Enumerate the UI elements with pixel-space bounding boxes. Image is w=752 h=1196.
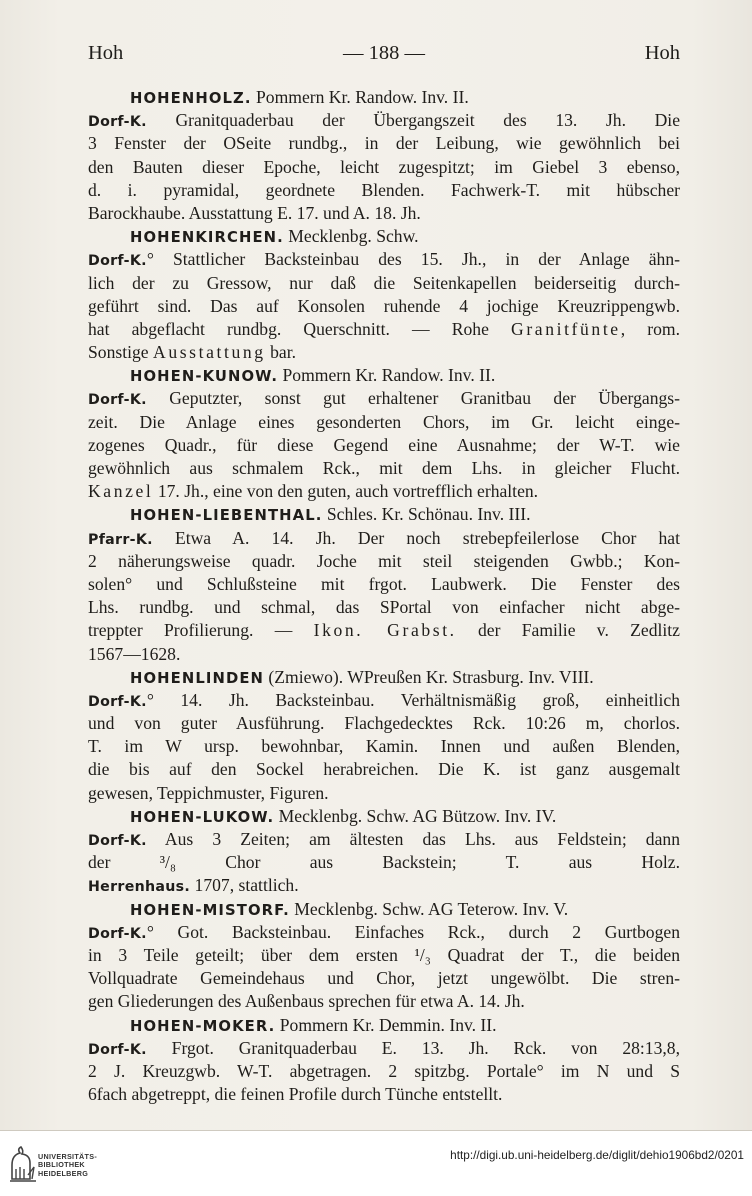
text-run: d. i. pyramidal, geordnete Blenden. Fachwerk-T. mit hübscher	[88, 179, 680, 200]
running-head	[88, 38, 680, 68]
logo-line-1: UNIVERSITÄTS-	[38, 1152, 98, 1161]
text-run: Mecklenbg. Schw.	[283, 226, 419, 247]
text-run: gen Gliederungen des Außenbaus sprechen für etwa A. 14. Jh.	[88, 991, 525, 1012]
text-run: Granitquaderbau der Übergangszeit des 13. Jh. Die	[146, 110, 680, 131]
text-run: solen° und Schlußsteine mit frgot. Laubwerk. Die Fenster des	[88, 573, 680, 594]
text-line	[88, 573, 680, 596]
text-run: gewöhnlich aus schmalem Rck., mit dem Lhs. in gleicher Flucht.	[88, 458, 680, 478]
library-logo	[8, 1145, 158, 1189]
entry-label: Dorf-K.	[88, 833, 147, 849]
text-line	[88, 712, 680, 735]
text-run: in 3 Teile geteilt; über dem ersten ¹/₃ Quadrat der T., die beiden	[88, 944, 680, 965]
spaced-term: Ausstattung	[153, 342, 266, 363]
text-line	[88, 156, 680, 179]
text-run: 2 näherungsweise quadr. Joche mit steil steigenden Gwbb.; Kon-	[88, 550, 680, 571]
text-run: den Bauten dieser Epoche, leicht zugespitzt; im Giebel 3 ebenso,	[88, 156, 680, 177]
text-line	[88, 318, 680, 341]
text-run: Aus 3 Zeiten; am ältesten das Lhs. aus Feldstein; dann	[146, 829, 680, 849]
text-line	[88, 457, 680, 480]
text-run: 17. Jh., eine von den guten, auch vortrefflich erhalten.	[153, 481, 539, 502]
text-line	[88, 851, 680, 874]
text-line	[88, 1037, 680, 1060]
entry-heading: HOHEN-MISTORF.	[130, 901, 290, 919]
text-line	[88, 1083, 680, 1106]
spaced-term: Granitfünte	[511, 318, 621, 339]
text-run: der ³/₈ Chor aus Backstein; T. aus Holz.	[88, 852, 680, 873]
text-line	[88, 225, 680, 248]
text-run: (Zmiewo). WPreußen Kr. Strasburg. Inv. VIII.	[264, 666, 594, 687]
text-run: bar.	[265, 342, 296, 363]
text-line	[88, 967, 680, 990]
text-line	[88, 758, 680, 781]
text-run: T. im W ursp. bewohnbar, Kamin. Innen und außen Blenden,	[88, 736, 680, 757]
spaced-term: Kanzel	[88, 481, 154, 502]
body-text	[88, 86, 680, 1106]
entry-heading: HOHEN-MOKER.	[130, 1017, 276, 1035]
text-run: und von guter Ausführung. Flachgedecktes Rck. 10:26 m, chorlos.	[88, 713, 680, 734]
text-line	[88, 898, 680, 921]
text-run: lich der zu Gressow, nur daß die Seitenkapellen beiderseitig durch-	[88, 272, 680, 293]
text-line	[88, 132, 680, 155]
text-line	[88, 782, 680, 805]
text-line	[88, 735, 680, 758]
entry-label: Dorf-K.	[88, 392, 147, 409]
text-run: Sonstige	[88, 342, 154, 363]
entry-label: Dorf-K.	[88, 693, 147, 710]
logo-line-3: HEIDELBERG	[38, 1168, 89, 1178]
text-line	[88, 666, 680, 689]
text-line	[88, 503, 680, 526]
text-run: ° Got. Backsteinbau. Einfaches Rck., durch 2 Gurtbogen	[146, 921, 680, 942]
text-line	[88, 874, 680, 897]
text-line	[88, 921, 680, 944]
text-run: Lhs. rundbg. und schmal, das SPortal von einfacher nicht abge-	[88, 597, 680, 618]
entry-label: Dorf-K.	[88, 925, 147, 942]
text-line	[88, 411, 680, 434]
text-line	[88, 434, 680, 457]
text-line	[88, 248, 680, 271]
text-run: die bis auf den Sockel herabreichen. Die K. ist ganz ausgemalt	[88, 759, 680, 780]
entry-label: Herrenhaus.	[88, 879, 191, 896]
text-line	[88, 990, 680, 1013]
text-line	[88, 805, 680, 828]
text-run: 1707, stattlich.	[190, 875, 299, 896]
text-run: , rom.	[620, 318, 680, 339]
text-run: geführt sind. Das auf Konsolen ruhende 4 jochige Kreuzrippengwb.	[88, 295, 680, 316]
text-run: zogenes Quadr., für diese Gegend eine Ausnahme; der W-T. wie	[88, 434, 680, 455]
entry-heading: HOHENLINDEN	[130, 669, 265, 687]
text-run: Vollquadrate Gemeindehaus und Chor, jetzt ungewölbt. Die stren-	[88, 968, 680, 989]
text-line	[88, 1014, 680, 1037]
text-run: zeit. Die Anlage eines gesonderten Chors, im Gr. leicht einge-	[88, 411, 680, 432]
spaced-term: Ikon. Grabst.	[313, 620, 457, 641]
text-run: hat abgeflacht rundbg. Querschnitt. — Rohe	[88, 318, 512, 339]
text-run: Etwa A. 14. Jh. Der noch strebepfeilerlose Chor hat	[152, 527, 680, 548]
entry-label: Dorf-K.	[88, 114, 147, 131]
text-run: Schles. Kr. Schönau. Inv. III.	[322, 504, 531, 525]
text-run: ° Stattlicher Backsteinbau des 15. Jh., in der Anlage ähn-	[146, 249, 680, 270]
entry-label: Dorf-K.	[88, 253, 147, 270]
text-run: der Familie v. Zedlitz	[456, 620, 680, 641]
text-line	[88, 341, 680, 364]
running-head-left: Hoh	[88, 42, 124, 64]
heidelberg-lion-icon	[8, 1145, 38, 1185]
text-line	[88, 527, 680, 550]
text-line	[88, 86, 680, 109]
text-line	[88, 944, 680, 967]
logo-line-2: BIBLIOTHEK	[38, 1160, 85, 1170]
text-run: Pommern Kr. Randow. Inv. II.	[251, 87, 469, 107]
text-line	[88, 1060, 680, 1083]
text-line	[88, 364, 680, 387]
text-line	[88, 480, 680, 503]
entry-label: Pfarr-K.	[88, 531, 153, 548]
text-run: Mecklenbg. Schw. AG Bützow. Inv. IV.	[274, 805, 557, 826]
text-run: 6fach abgetreppt, die feinen Profile durch Tünche entstellt.	[88, 1084, 503, 1105]
entry-heading: HOHENHOLZ.	[130, 90, 252, 107]
footer-bar	[0, 1131, 752, 1196]
text-line	[88, 689, 680, 712]
text-run: gewesen, Teppichmuster, Figuren.	[88, 782, 329, 803]
entry-heading: HOHEN-LUKOW.	[130, 808, 275, 826]
text-run: Barockhaube. Ausstattung E. 17. und A. 18. Jh.	[88, 202, 421, 223]
text-run: treppter Profilierung. —	[88, 620, 314, 641]
text-line	[88, 272, 680, 295]
text-run: Pommern Kr. Randow. Inv. II.	[278, 365, 496, 386]
text-line	[88, 619, 680, 642]
text-line	[88, 387, 680, 410]
entry-heading: HOHEN-KUNOW.	[130, 368, 279, 386]
entry-heading: HOHEN-LIEBENTHAL.	[130, 507, 323, 525]
entry-heading: HOHENKIRCHEN.	[130, 229, 284, 247]
text-line	[88, 109, 680, 132]
text-line	[88, 202, 680, 225]
text-run: Frgot. Granitquaderbau E. 13. Jh. Rck. von 28:13,8,	[146, 1037, 680, 1058]
source-url-link[interactable]: http://digi.ub.uni-heidelberg.de/diglit/dehio1906bd2/0201	[450, 1148, 744, 1162]
text-run: Mecklenbg. Schw. AG Teterow. Inv. V.	[289, 898, 569, 919]
text-line	[88, 550, 680, 573]
entry-label: Dorf-K.	[88, 1041, 147, 1058]
page-number: — 188 —	[343, 42, 425, 64]
text-line	[88, 295, 680, 318]
text-line	[88, 828, 680, 851]
text-run: 3 Fenster der OSeite rundbg., in der Leibung, wie gewöhnlich bei	[88, 133, 680, 154]
text-line	[88, 596, 680, 619]
running-head-right: Hoh	[644, 42, 680, 64]
text-run: ° 14. Jh. Backsteinbau. Verhältnismäßig groß, einheitlich	[146, 689, 680, 710]
text-run: Geputzter, sonst gut erhaltener Granitbau der Übergangs-	[146, 388, 680, 409]
text-line	[88, 643, 680, 666]
text-run: 2 J. Kreuzgwb. W-T. abgetragen. 2 spitzbg. Portale° im N und S	[88, 1060, 680, 1081]
text-run: 1567—1628.	[88, 643, 181, 664]
text-run: Pommern Kr. Demmin. Inv. II.	[275, 1014, 497, 1035]
text-line	[88, 179, 680, 202]
